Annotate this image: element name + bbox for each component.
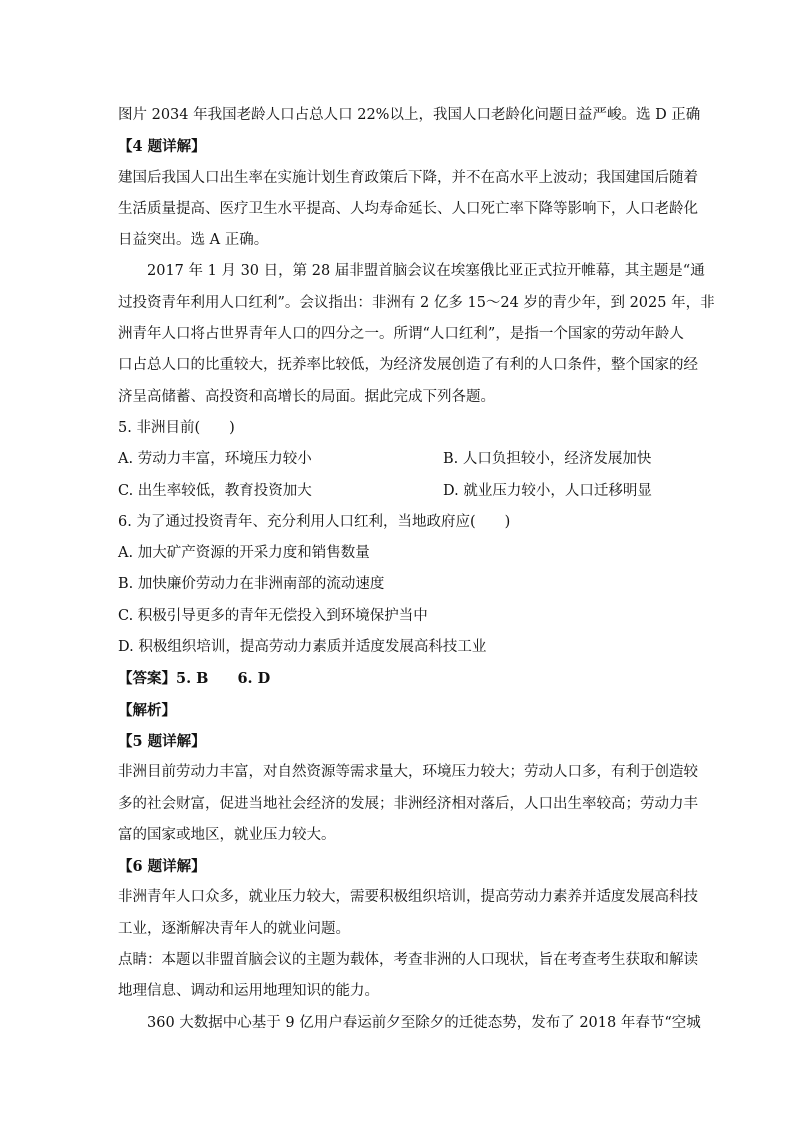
option-6c: C. 积极引导更多的青年无偿投入到环境保护当中	[118, 607, 428, 624]
text-line: 多的社会财富，促进当地社会经济的发展；非洲经济相对落后，人口出生率较高；劳动力丰	[118, 795, 698, 812]
question-5: 5. 非洲目前( )	[118, 419, 235, 436]
passage-line: 洲青年人口将占世界青年人口的四分之一。所谓“人口红利”，是指一个国家的劳动年龄人	[118, 326, 684, 343]
option-5b: B. 人口负担较小，经济发展加快	[443, 451, 652, 468]
passage-line: 口占总人口的比重较大，抚养率比较低，为经济发展创造了有利的人口条件，整个国家的经	[118, 357, 698, 374]
passage-line: 2017 年 1 月 30 日，第 28 届非盟首脑会议在埃塞俄比亚正式拉开帷幕，其主题是“通	[147, 263, 705, 280]
text-line: 生活质量提高、医疗卫生水平提高、人均寿命延长、人口死亡率下降等影响下，人口老龄化	[118, 200, 698, 217]
text-line: 日益突出。选 A 正确。	[118, 232, 269, 249]
question-5-options-row-2	[118, 476, 678, 507]
text-line: 建国后我国人口出生率在实施计划生育政策后下降，并不在高水平上波动；我国建国后随着	[118, 169, 698, 186]
analysis-heading: 【解析】	[118, 701, 176, 719]
option-5a: A. 劳动力丰富，环境压力较小	[118, 451, 312, 468]
question-5-options-row-1	[118, 444, 678, 475]
option-6b: B. 加快廉价劳动力在非洲南部的流动速度	[118, 576, 385, 593]
section-heading-4: 【4 题详解】	[118, 138, 206, 156]
option-6a: A. 加大矿产资源的开采力度和销售数量	[118, 545, 370, 562]
document-page	[118, 100, 715, 1039]
note-line: 地理信息、调动和运用地理知识的能力。	[118, 983, 379, 1000]
section-heading-6: 【6 题详解】	[118, 858, 206, 876]
passage-line: 过投资青年利用人口红利”。会议指出：非洲有 2 亿多 15～24 岁的青少年，到 2025 年，非	[118, 294, 715, 311]
text-line: 非洲目前劳动力丰富，对自然资源等需求量大，环境压力较大；劳动人口多，有利于创造较	[118, 764, 698, 781]
text-line: 图片 2034 年我国老龄人口占总人口 22%以上，我国人口老龄化问题日益严峻。选 D 正确	[118, 107, 701, 123]
option-5d: D. 就业压力较小，人口迁移明显	[443, 482, 652, 499]
text-line: 富的国家或地区，就业压力较大。	[118, 826, 336, 843]
passage-line: 360 大数据中心基于 9 亿用户春运前夕至除夕的迁徙态势，发布了 2018 年春节“空城	[147, 1014, 701, 1031]
section-heading-5: 【5 题详解】	[118, 732, 206, 750]
option-6d: D. 积极组织培训，提高劳动力素质并适度发展高科技工业	[118, 639, 487, 656]
question-6: 6. 为了通过投资青年、充分利用人口红利，当地政府应( )	[118, 513, 511, 530]
text-line: 非洲青年人口众多，就业压力较大，需要积极组织培训，提高劳动力素养并适度发展高科技	[118, 889, 698, 906]
passage-line: 济呈高储蓄、高投资和高增长的局面。据此完成下列各题。	[118, 388, 495, 405]
option-5c: C. 出生率较低，教育投资加大	[118, 482, 312, 499]
note-line: 点睛：本题以非盟首脑会议的主题为载体，考查非洲的人口现状，旨在考查考生获取和解读	[118, 952, 698, 969]
answer-line: 【答案】5. B 6. D	[118, 670, 271, 688]
text-line: 工业，逐渐解决青年人的就业问题。	[118, 920, 350, 937]
